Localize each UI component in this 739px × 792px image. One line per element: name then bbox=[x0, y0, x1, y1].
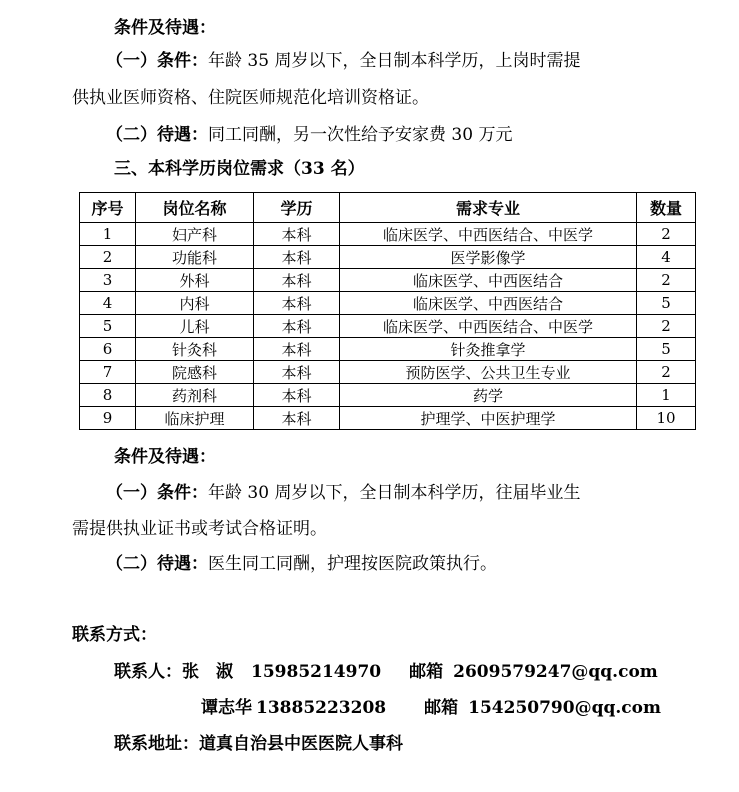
conditions-heading-2: 条件及待遇： bbox=[114, 447, 216, 467]
benefits-label-2: （二）待遇： bbox=[106, 554, 208, 574]
table-cell: 2 bbox=[637, 315, 696, 338]
contact-person-label: 联系人： bbox=[114, 662, 182, 682]
table-cell: 临床护理 bbox=[136, 407, 254, 430]
email-label: 邮箱 bbox=[424, 698, 459, 718]
positions-table bbox=[79, 192, 696, 430]
header-cell: 岗位名称 bbox=[136, 193, 254, 223]
table-cell: 本科 bbox=[254, 361, 340, 384]
table-row bbox=[80, 269, 696, 292]
header-cell: 学历 bbox=[254, 193, 340, 223]
table-cell: 护理学、中医护理学 bbox=[340, 407, 637, 430]
conditions-line-2: 供执业医师资格、住院医师规范化培训资格证。 bbox=[72, 88, 429, 108]
conditions-line-4: 需提供执业证书或考试合格证明。 bbox=[72, 519, 327, 539]
table-cell: 针灸科 bbox=[136, 338, 254, 361]
header-cell: 需求专业 bbox=[340, 193, 637, 223]
conditions-line bbox=[106, 50, 580, 72]
benefits-label: （二）待遇： bbox=[106, 125, 208, 145]
email-address: 154250790@qq.com bbox=[468, 698, 661, 718]
table-cell: 3 bbox=[80, 269, 136, 292]
benefits-text: 同工同酬，另一次性给予安家费 30 万元 bbox=[208, 125, 513, 145]
table-cell: 1 bbox=[637, 384, 696, 407]
conditions-line-3 bbox=[106, 482, 580, 504]
conditions-heading: 条件及待遇： bbox=[114, 18, 216, 38]
benefits-line-2 bbox=[106, 553, 497, 575]
address-text: 道真自治县中医医院人事科 bbox=[199, 734, 403, 754]
contact-heading: 联系方式： bbox=[72, 625, 157, 645]
email-address: 2609579247@qq.com bbox=[453, 662, 658, 682]
conditions-text-2: 年龄 30 周岁以下，全日制本科学历，往届毕业生 bbox=[208, 483, 581, 503]
section-heading: 三、本科学历岗位需求（33 名） bbox=[114, 159, 365, 179]
table-cell: 预防医学、公共卫生专业 bbox=[340, 361, 637, 384]
table-cell: 临床医学、中西医结合、中医学 bbox=[340, 223, 637, 246]
header-cell: 数量 bbox=[637, 193, 696, 223]
table-cell: 外科 bbox=[136, 269, 254, 292]
table-cell: 临床医学、中西医结合 bbox=[340, 269, 637, 292]
table-cell: 8 bbox=[80, 384, 136, 407]
table-row bbox=[80, 384, 696, 407]
table-cell: 4 bbox=[80, 292, 136, 315]
table-cell: 本科 bbox=[254, 223, 340, 246]
table-cell: 功能科 bbox=[136, 246, 254, 269]
table-cell: 药学 bbox=[340, 384, 637, 407]
table-cell: 5 bbox=[637, 292, 696, 315]
table-cell: 药剂科 bbox=[136, 384, 254, 407]
table-cell: 内科 bbox=[136, 292, 254, 315]
benefits-line bbox=[106, 124, 512, 146]
table-row bbox=[80, 246, 696, 269]
table-cell: 医学影像学 bbox=[340, 246, 637, 269]
table-cell: 10 bbox=[637, 407, 696, 430]
table-cell: 5 bbox=[637, 338, 696, 361]
table-cell: 儿科 bbox=[136, 315, 254, 338]
table-row bbox=[80, 223, 696, 246]
table-cell: 本科 bbox=[254, 384, 340, 407]
table-row bbox=[80, 315, 696, 338]
email-label: 邮箱 bbox=[409, 662, 444, 682]
table-cell: 9 bbox=[80, 407, 136, 430]
table-row bbox=[80, 338, 696, 361]
benefits-text-2: 医生同工同酬，护理按医院政策执行。 bbox=[208, 554, 497, 574]
table-row bbox=[80, 292, 696, 315]
table-cell: 2 bbox=[80, 246, 136, 269]
table-cell: 7 bbox=[80, 361, 136, 384]
address-label: 联系地址： bbox=[114, 734, 199, 754]
phone-number: 15985214970 bbox=[251, 662, 382, 682]
table-cell: 6 bbox=[80, 338, 136, 361]
table-header-row bbox=[80, 193, 696, 223]
table-cell: 临床医学、中西医结合、中医学 bbox=[340, 315, 637, 338]
conditions-label: （一）条件： bbox=[106, 51, 208, 71]
table-row bbox=[80, 407, 696, 430]
header-cell: 序号 bbox=[80, 193, 136, 223]
table-cell: 本科 bbox=[254, 315, 340, 338]
table-cell: 本科 bbox=[254, 292, 340, 315]
table-cell: 针灸推拿学 bbox=[340, 338, 637, 361]
table-cell: 妇产科 bbox=[136, 223, 254, 246]
contact-person-1 bbox=[114, 661, 658, 683]
table-cell: 本科 bbox=[254, 407, 340, 430]
phone-number: 13885223208 bbox=[256, 698, 387, 718]
table-cell: 临床医学、中西医结合 bbox=[340, 292, 637, 315]
table-cell: 院感科 bbox=[136, 361, 254, 384]
table-cell: 本科 bbox=[254, 246, 340, 269]
contact-name: 谭志华 bbox=[201, 698, 252, 718]
table-cell: 5 bbox=[80, 315, 136, 338]
table-row bbox=[80, 361, 696, 384]
table-cell: 2 bbox=[637, 223, 696, 246]
table-cell: 本科 bbox=[254, 269, 340, 292]
table-cell: 2 bbox=[637, 361, 696, 384]
conditions-text: 年龄 35 周岁以下，全日制本科学历，上岗时需提 bbox=[208, 51, 581, 71]
table-cell: 1 bbox=[80, 223, 136, 246]
contact-person-2 bbox=[201, 697, 661, 719]
table-cell: 本科 bbox=[254, 338, 340, 361]
contact-address bbox=[114, 733, 403, 755]
table-cell: 4 bbox=[637, 246, 696, 269]
table-cell: 2 bbox=[637, 269, 696, 292]
contact-name: 张 淑 bbox=[182, 662, 233, 682]
conditions-label-2: （一）条件： bbox=[106, 483, 208, 503]
